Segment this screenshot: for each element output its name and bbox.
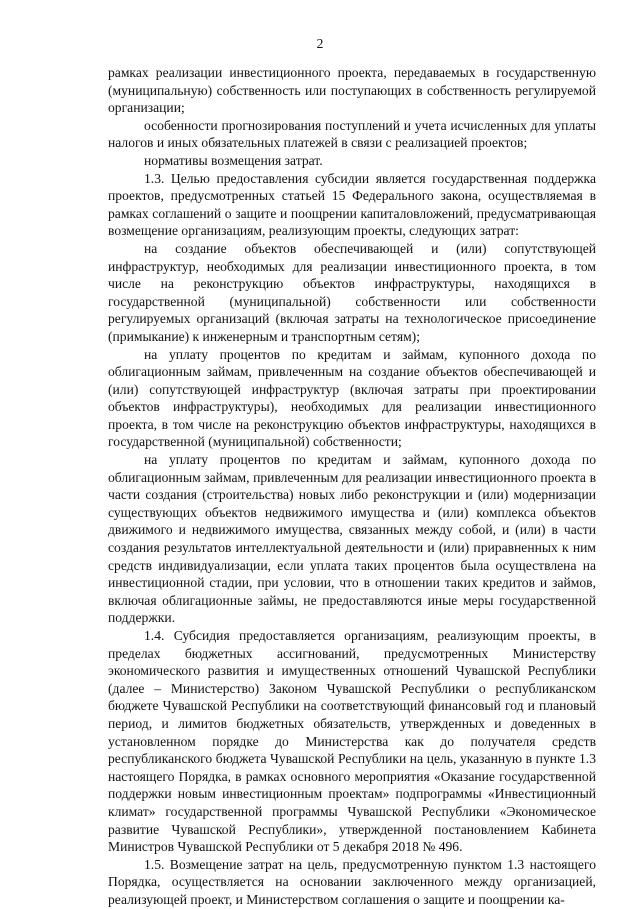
document-body: [108, 64, 596, 909]
paragraph-interest-infrastructure: на уплату процентов по кредитам и займам, купонного дохода по облигационным займам, привлеченным на создание объектов обеспечивающей и (или) сопутствующей инфраструктур (включая затраты при проектировании объектов инфраструктуры), необходимых для реализации инвестиционного проекта, в том числе на реконструкцию объектов инфраструктуры, находящихся в государственной (муниципальной) собственности;: [108, 346, 596, 450]
paragraph-section-1-5: 1.5. Возмещение затрат на цель, предусмотренную пунктом 1.3 настоящего Порядка, осуществляется на основании заключенного между организацией, реализующей проект, и Министерством соглашения о защите и поощрении ка-: [108, 856, 596, 907]
paragraph-infrastructure-creation: на создание объектов обеспечивающей и (или) сопутствующей инфраструктур, необходимых для реализации инвестиционного проекта, в том числе на реконструкцию объектов инфраструктуры, находящихся в государственной (муниципальной) собственности или собственности регулируемых организаций (включая затраты на технологическое присоединение (примыкание) к инженерным и транспортным сетям);: [108, 240, 596, 344]
paragraph-interest-project: на уплату процентов по кредитам и займам, купонного дохода по облигационным займам, привлеченным для реализации инвестиционного проекта в части создания (строительства) новых либо реконструкции и (или) модернизации существующих объектов недвижимого имущества и (или) комплекса объектов движимого и недвижимого имущества, связанных между собой, и (или) в части создания результатов интеллектуальной деятельности и (или) приравненных к ним средств индивидуализации, если уплата таких процентов была осуществлена на инвестиционной стадии, при условии, что в отношении таких кредитов и займов, включая облигационные займы, не предоставляются иные меры государственной поддержки.: [108, 452, 596, 626]
paragraph-continuation: рамках реализации инвестиционного проекта, передаваемых в государственную (муниципальную) собственность или поступающих в собственность регулируемой организации;: [108, 65, 596, 116]
page-number: 2: [316, 36, 324, 51]
paragraph-section-1-4: 1.4. Субсидия предоставляется организациям, реализующим проекты, в пределах бюджетных ассигнований, предусмотренных Министерству экономического развития и имущественных отношений Чувашской Республики (далее – Министерство) Законом Чувашской Республики о республиканском бюджете Чувашской Республики на соответствующий финансовый год и плановый период, и лимитов бюджетных обязательств, утвержденных и доведенных в установленном порядке до Министерства как до получателя средств республиканского бюджета Чувашской Республики на цель, указанную в пункте 1.3 настоящего Порядка, в рамках основного мероприятия «Оказание государственной поддержки новым инвестиционным проектам» подпрограммы «Инвестиционный климат» государственной программы Чувашской Республики «Экономическое развитие Чувашской Республики», утвержденной постановлением Кабинета Министров Чувашской Республики от 5 декабря 2018 № 496.: [108, 628, 596, 855]
paragraph-section-1-3: 1.3. Целью предоставления субсидии является государственная поддержка проектов, предусмотренных статьей 15 Федерального закона, осуществляемая в рамках соглашений о защите и поощрении капиталовложений, предусматривающая возмещение организациям, реализующим проекты, следующих затрат:: [108, 170, 596, 239]
paragraph-reimbursement-norms: нормативы возмещения затрат.: [144, 152, 323, 168]
paragraph-forecast-features: особенности прогнозирования поступлений и учета исчисленных для уплаты налогов и иных обязательных платежей в связи с реализацией проектов;: [108, 117, 596, 151]
